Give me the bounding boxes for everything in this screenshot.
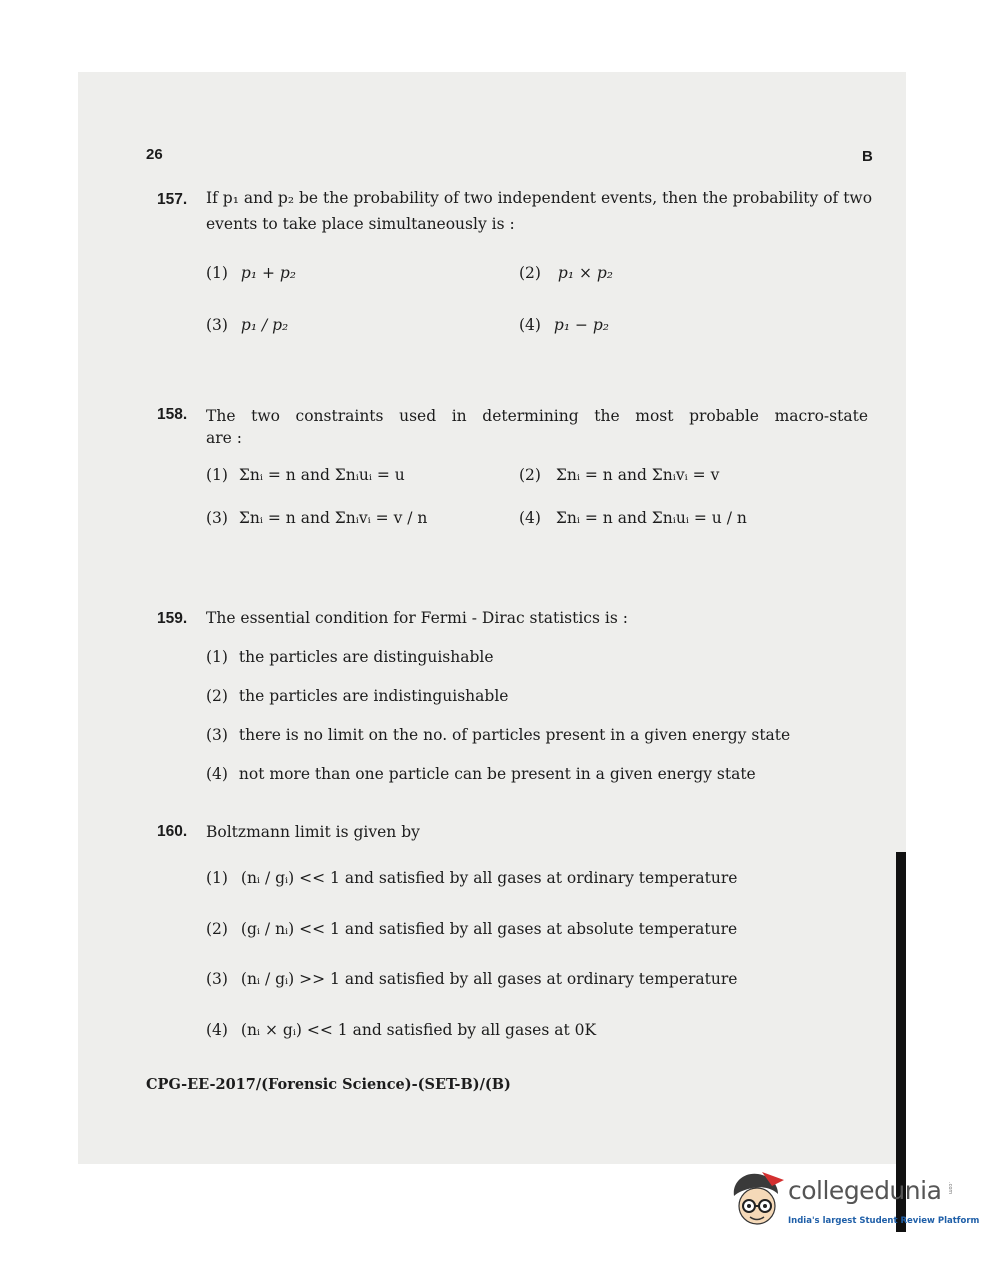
option — [206, 765, 756, 783]
option-text: (nᵢ / gᵢ) << 1 and satisfied by all gases at ordinary temperature — [240, 869, 738, 887]
option-text: p₁ × p₂ — [557, 264, 614, 282]
option-text: there is no limit on the no. of particles present in a given energy state — [238, 726, 791, 744]
brand-tagline: India's largest Student Review Platform — [788, 1216, 980, 1226]
option-text: Σnᵢ = n and Σnᵢuᵢ = u — [238, 466, 405, 484]
option-text: (gᵢ / nᵢ) << 1 and satisfied by all gases at absolute temperature — [240, 920, 738, 938]
option-text: (nᵢ / gᵢ) >> 1 and satisfied by all gases at ordinary temperature — [240, 970, 738, 988]
option — [206, 920, 737, 938]
option-label: (2) — [519, 466, 541, 484]
option-text: not more than one particle can be present in a given energy state — [238, 765, 756, 783]
question-text: The essential condition for Fermi - Dirac statistics is : — [206, 609, 628, 627]
question-text-line: are : — [206, 429, 242, 447]
option-text: the particles are distinguishable — [238, 648, 494, 666]
exam-code: CPG-EE-2017/(Forensic Science)-(SET-B)/(B) — [146, 1076, 511, 1093]
option — [519, 509, 747, 527]
option-label: (4) — [206, 1021, 228, 1039]
option — [206, 264, 296, 282]
option-text: Σnᵢ = n and Σnᵢuᵢ = u / n — [555, 509, 747, 527]
option-label: (3) — [206, 970, 228, 988]
option-label: (1) — [206, 869, 228, 887]
option-text: p₁ / p₂ — [240, 316, 289, 334]
option-label: (2) — [519, 264, 541, 282]
option-label: (3) — [206, 509, 228, 527]
option-label: (3) — [206, 726, 228, 744]
question-number: 159. — [157, 610, 188, 627]
option — [206, 648, 494, 666]
option-label: (4) — [206, 765, 228, 783]
mascot-icon — [728, 1170, 786, 1232]
option — [206, 687, 508, 705]
option-label: (2) — [206, 687, 228, 705]
option — [206, 726, 790, 744]
option — [206, 1021, 596, 1039]
option — [519, 466, 719, 484]
option — [519, 264, 613, 282]
option-text: p₁ − p₂ — [553, 316, 610, 334]
option-text: (nᵢ × gᵢ) << 1 and satisfied by all gases at 0K — [240, 1021, 597, 1039]
question-text-line: If p₁ and p₂ be the probability of two independent events, then the probability of two — [206, 189, 873, 207]
option — [206, 970, 737, 988]
collegedunia-logo — [728, 1168, 980, 1238]
option-label: (4) — [519, 509, 541, 527]
option — [206, 466, 405, 484]
brand-name: collegedunia — [788, 1176, 942, 1205]
option-label: (1) — [206, 466, 228, 484]
option — [206, 509, 427, 527]
page-number: 26 — [146, 146, 163, 163]
option-text: Σnᵢ = n and Σnᵢvᵢ = v / n — [238, 509, 428, 527]
option-label: (2) — [206, 920, 228, 938]
option-text: the particles are indistinguishable — [238, 687, 509, 705]
question-text-line: The two constraints used in determining the most probable macro-state — [206, 407, 868, 425]
option — [206, 869, 737, 887]
set-code: B — [862, 148, 873, 165]
option-label: (1) — [206, 648, 228, 666]
option-label: (4) — [519, 316, 541, 334]
option-label: (1) — [206, 264, 228, 282]
option-text: p₁ + p₂ — [240, 264, 297, 282]
question-number: 158. — [157, 406, 188, 423]
question-text: Boltzmann limit is given by — [206, 823, 420, 841]
option-label: (3) — [206, 316, 228, 334]
question-text-line: events to take place simultaneously is : — [206, 215, 515, 233]
option-text: Σnᵢ = n and Σnᵢvᵢ = v — [555, 466, 720, 484]
brand-suffix: .com — [947, 1182, 953, 1195]
option — [206, 316, 288, 334]
option — [519, 316, 609, 334]
question-number: 160. — [157, 823, 188, 840]
question-number: 157. — [157, 191, 188, 208]
